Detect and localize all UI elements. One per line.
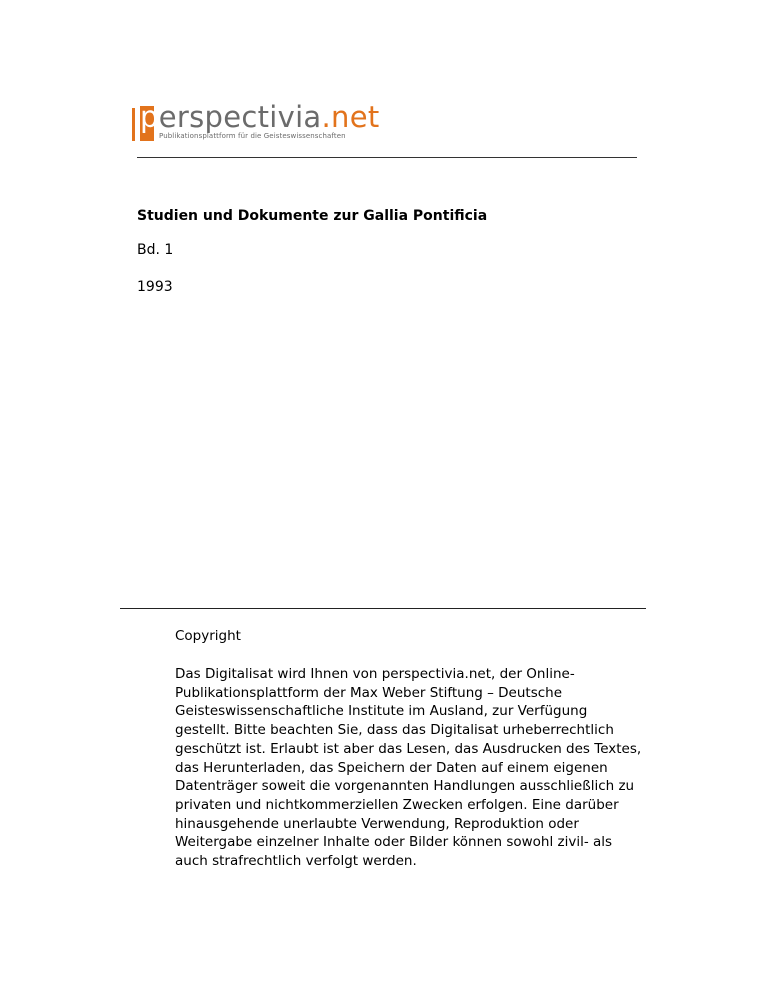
copyright-line: Das Digitalisat wird Ihnen von perspectivia.net, der Online- bbox=[175, 666, 575, 682]
logo-letter-p: p bbox=[140, 100, 159, 134]
logo-wordmark bbox=[139, 100, 380, 134]
logo-accent-bar bbox=[132, 108, 135, 141]
copyright-line: Datenträger soweit die vorgenannten Handlungen ausschließlich zu bbox=[175, 778, 635, 795]
copyright-line: Publikationsplattform der Max Weber Stiftung – Deutsche bbox=[175, 684, 563, 701]
copyright-line: gestellt. Bitte beachten Sie, dass das Digitalisat urheberrechtlich bbox=[175, 722, 614, 739]
logo-tld: .net bbox=[321, 100, 380, 134]
copyright-line: hinausgehende unerlaubte Verwendung, Reproduktion oder bbox=[175, 815, 579, 832]
copyright-line: auch strafrechtlich verfolgt werden. bbox=[175, 853, 417, 870]
copyright-heading: Copyright bbox=[175, 628, 241, 644]
copyright-line: Geisteswissenschaftliche Institute im Ausland, zur Verfügung bbox=[175, 703, 588, 720]
logo-word-rest: erspectivia bbox=[158, 100, 322, 134]
copyright-line: Weitergabe einzelner Inhalte oder Bilder können sowohl zivil- als bbox=[175, 834, 613, 851]
volume-number: Bd. 1 bbox=[137, 242, 174, 258]
copyright-line: geschützt ist. Erlaubt ist aber das Lesen, das Ausdrucken des Textes, bbox=[175, 740, 642, 757]
copyright-line: das Herunterladen, das Speichern der Daten auf einem eigenen bbox=[175, 759, 608, 776]
copyright-notice bbox=[175, 665, 655, 871]
copyright-divider bbox=[120, 608, 646, 609]
header-divider bbox=[137, 157, 637, 158]
series-title: Studien und Dokumente zur Gallia Pontificia bbox=[137, 208, 488, 224]
logo-tagline: Publikationsplattform für die Geisteswissenschaften bbox=[159, 132, 346, 140]
publication-year: 1993 bbox=[137, 279, 173, 295]
copyright-line: privaten und nichtkommerziellen Zwecken erfolgen. Eine darüber bbox=[175, 796, 619, 813]
